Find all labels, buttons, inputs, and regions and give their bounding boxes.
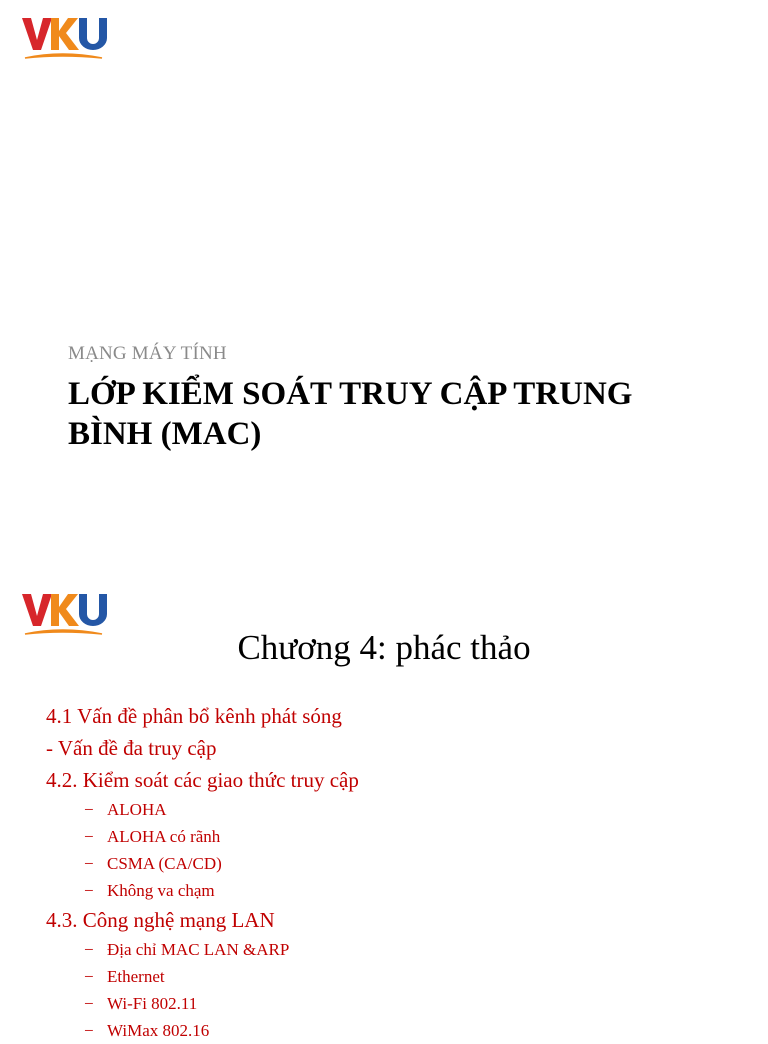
chapter-title: Chương 4: phác thảo xyxy=(237,628,531,667)
outline-subitem-label: Wi-Fi 802.11 xyxy=(107,994,198,1013)
lecture-title-line-2: BÌNH (MAC) xyxy=(68,416,262,452)
lecture-title-line-1: LỚP KIỂM SOÁT TRUY CẬP TRUNG xyxy=(68,376,633,412)
dash-bullet: − xyxy=(84,1021,94,1040)
outline-section-item: 4.3. Công nghệ mạng LAN xyxy=(46,908,275,932)
outline-list xyxy=(46,700,359,1044)
outline-subitem xyxy=(46,936,359,963)
outline-subitem-label: WiMax 802.16 xyxy=(107,1021,210,1040)
outline-section-item: 4.2. Kiểm soát các giao thức truy cập xyxy=(46,768,359,792)
outline-subitem-label: Không va chạm xyxy=(107,881,215,900)
dash-bullet: − xyxy=(84,827,94,846)
outline-slide xyxy=(0,576,768,1040)
outline-subitem xyxy=(46,823,359,850)
outline-subitem-label: Ethernet xyxy=(107,967,165,986)
course-subtitle: MẠNG MÁY TÍNH xyxy=(68,343,227,364)
dash-bullet: − xyxy=(84,881,94,900)
outline-subitem xyxy=(46,796,359,823)
outline-subitem xyxy=(46,963,359,990)
dash-bullet: − xyxy=(84,800,94,819)
dash-bullet: − xyxy=(84,854,94,873)
outline-section-item: - Vấn đề đa truy cập xyxy=(46,736,217,760)
lecture-title xyxy=(68,374,708,454)
outline-subitem xyxy=(46,877,359,904)
dash-bullet: − xyxy=(84,967,94,986)
outline-subitem-label: ALOHA xyxy=(107,800,167,819)
outline-subitem-label: Địa chỉ MAC LAN &ARP xyxy=(107,940,290,959)
dash-bullet: − xyxy=(84,994,94,1013)
dash-bullet: − xyxy=(84,940,94,959)
outline-subitem-label: ALOHA có rãnh xyxy=(107,827,221,846)
outline-subitem xyxy=(46,1017,359,1044)
vku-logo xyxy=(22,16,104,60)
outline-section-item: 4.1 Vấn đề phân bổ kênh phát sóng xyxy=(46,704,342,728)
outline-subitem xyxy=(46,850,359,877)
outline-subitem xyxy=(46,990,359,1017)
outline-subitem-label: CSMA (CA/CD) xyxy=(107,854,222,873)
